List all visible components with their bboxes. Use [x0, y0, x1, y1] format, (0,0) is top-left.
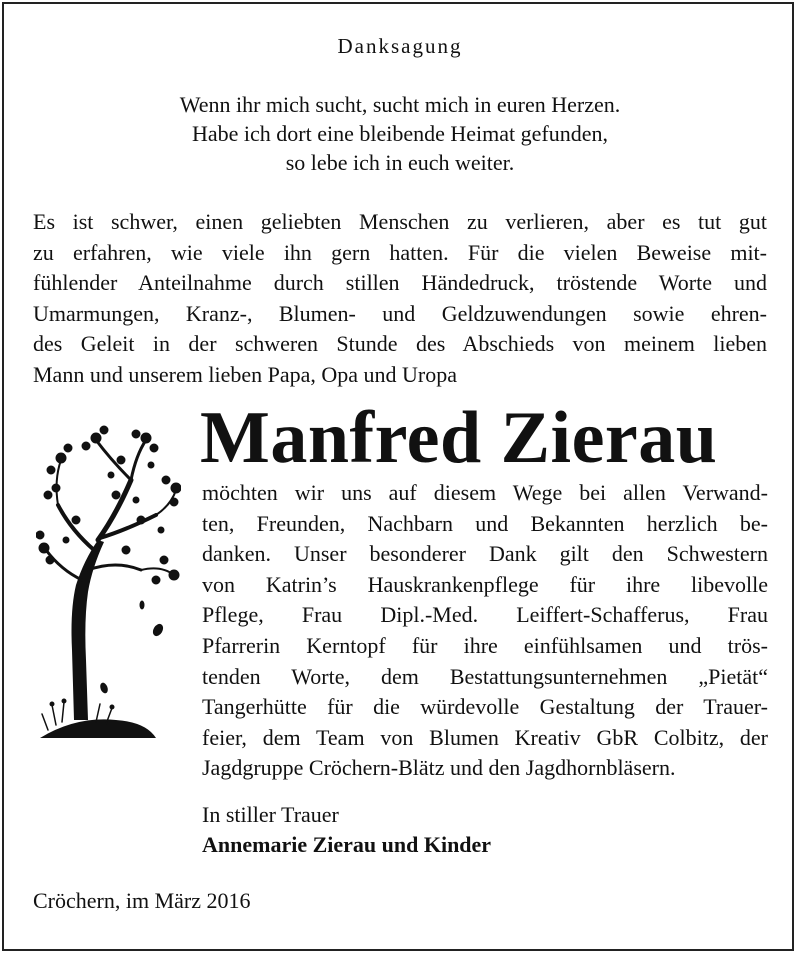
intro-line: zu erfahren, wie viele ihn gern hatten. Für die vielen Beweise mit-: [33, 239, 767, 265]
signature: Annemarie Zierau und Kinder: [202, 832, 492, 857]
body-line: feier, dem Team von Blumen Kreativ GbR Colbitz, der: [202, 724, 768, 750]
body-line: ten, Freunden, Nachbarn und Bekannten herzlich be-: [202, 510, 768, 536]
deceased-name: Manfred Zierau: [200, 397, 718, 479]
tree-silhouette-icon: [36, 420, 181, 750]
intro-line: Umarmungen, Kranz-, Blumen- und Geldzuwendungen sowie ehren-: [33, 300, 767, 326]
closing-line: In stiller Trauer: [202, 802, 339, 827]
intro-paragraph: [33, 207, 767, 390]
place-date: Cröchern, im März 2016: [33, 888, 251, 913]
poem-line: Wenn ihr mich sucht, sucht mich in euren Herzen.: [179, 92, 621, 117]
body-line: möchten wir uns auf diesem Wege bei allen Verwand-: [202, 480, 768, 505]
body-line: tenden Worte, dem Bestattungsunternehmen „Pietät“: [202, 663, 768, 689]
intro-line: Es ist schwer, einen geliebten Menschen zu verlieren, aber es tut gut: [33, 209, 767, 234]
body-line: Pfarrerin Kerntopf für ihre einfühlsamen und trös-: [202, 632, 768, 658]
body-line: danken. Unser besonderer Dank gilt den Schwestern: [202, 541, 768, 567]
notice-heading: Danksagung: [337, 34, 463, 58]
body-line: Pflege, Frau Dipl.-Med. Leiffert-Schafferus, Frau: [202, 602, 768, 628]
intro-line: fühlender Anteilnahme durch stillen Händedruck, tröstende Worte und: [33, 270, 767, 295]
body-line: Tangerhütte für die würdevolle Gestaltung der Trauer-: [202, 694, 768, 720]
intro-line: des Geleit in der schweren Stunde des Abschieds von meinem lieben: [33, 331, 767, 356]
body-line: von Katrin’s Hauskrankenpflege für ihre libevolle: [202, 571, 768, 597]
closing-block: [202, 800, 491, 860]
poem: [0, 90, 800, 177]
poem-line: so lebe ich in euch weiter.: [285, 150, 515, 175]
body-paragraph: [202, 478, 768, 784]
intro-line: Mann und unserem lieben Papa, Opa und Uropa: [33, 361, 458, 387]
body-line: Jagdgruppe Cröchern-Blätz und den Jagdhornbläsern.: [202, 755, 676, 781]
poem-line: Habe ich dort eine bleibende Heimat gefunden,: [191, 121, 608, 146]
